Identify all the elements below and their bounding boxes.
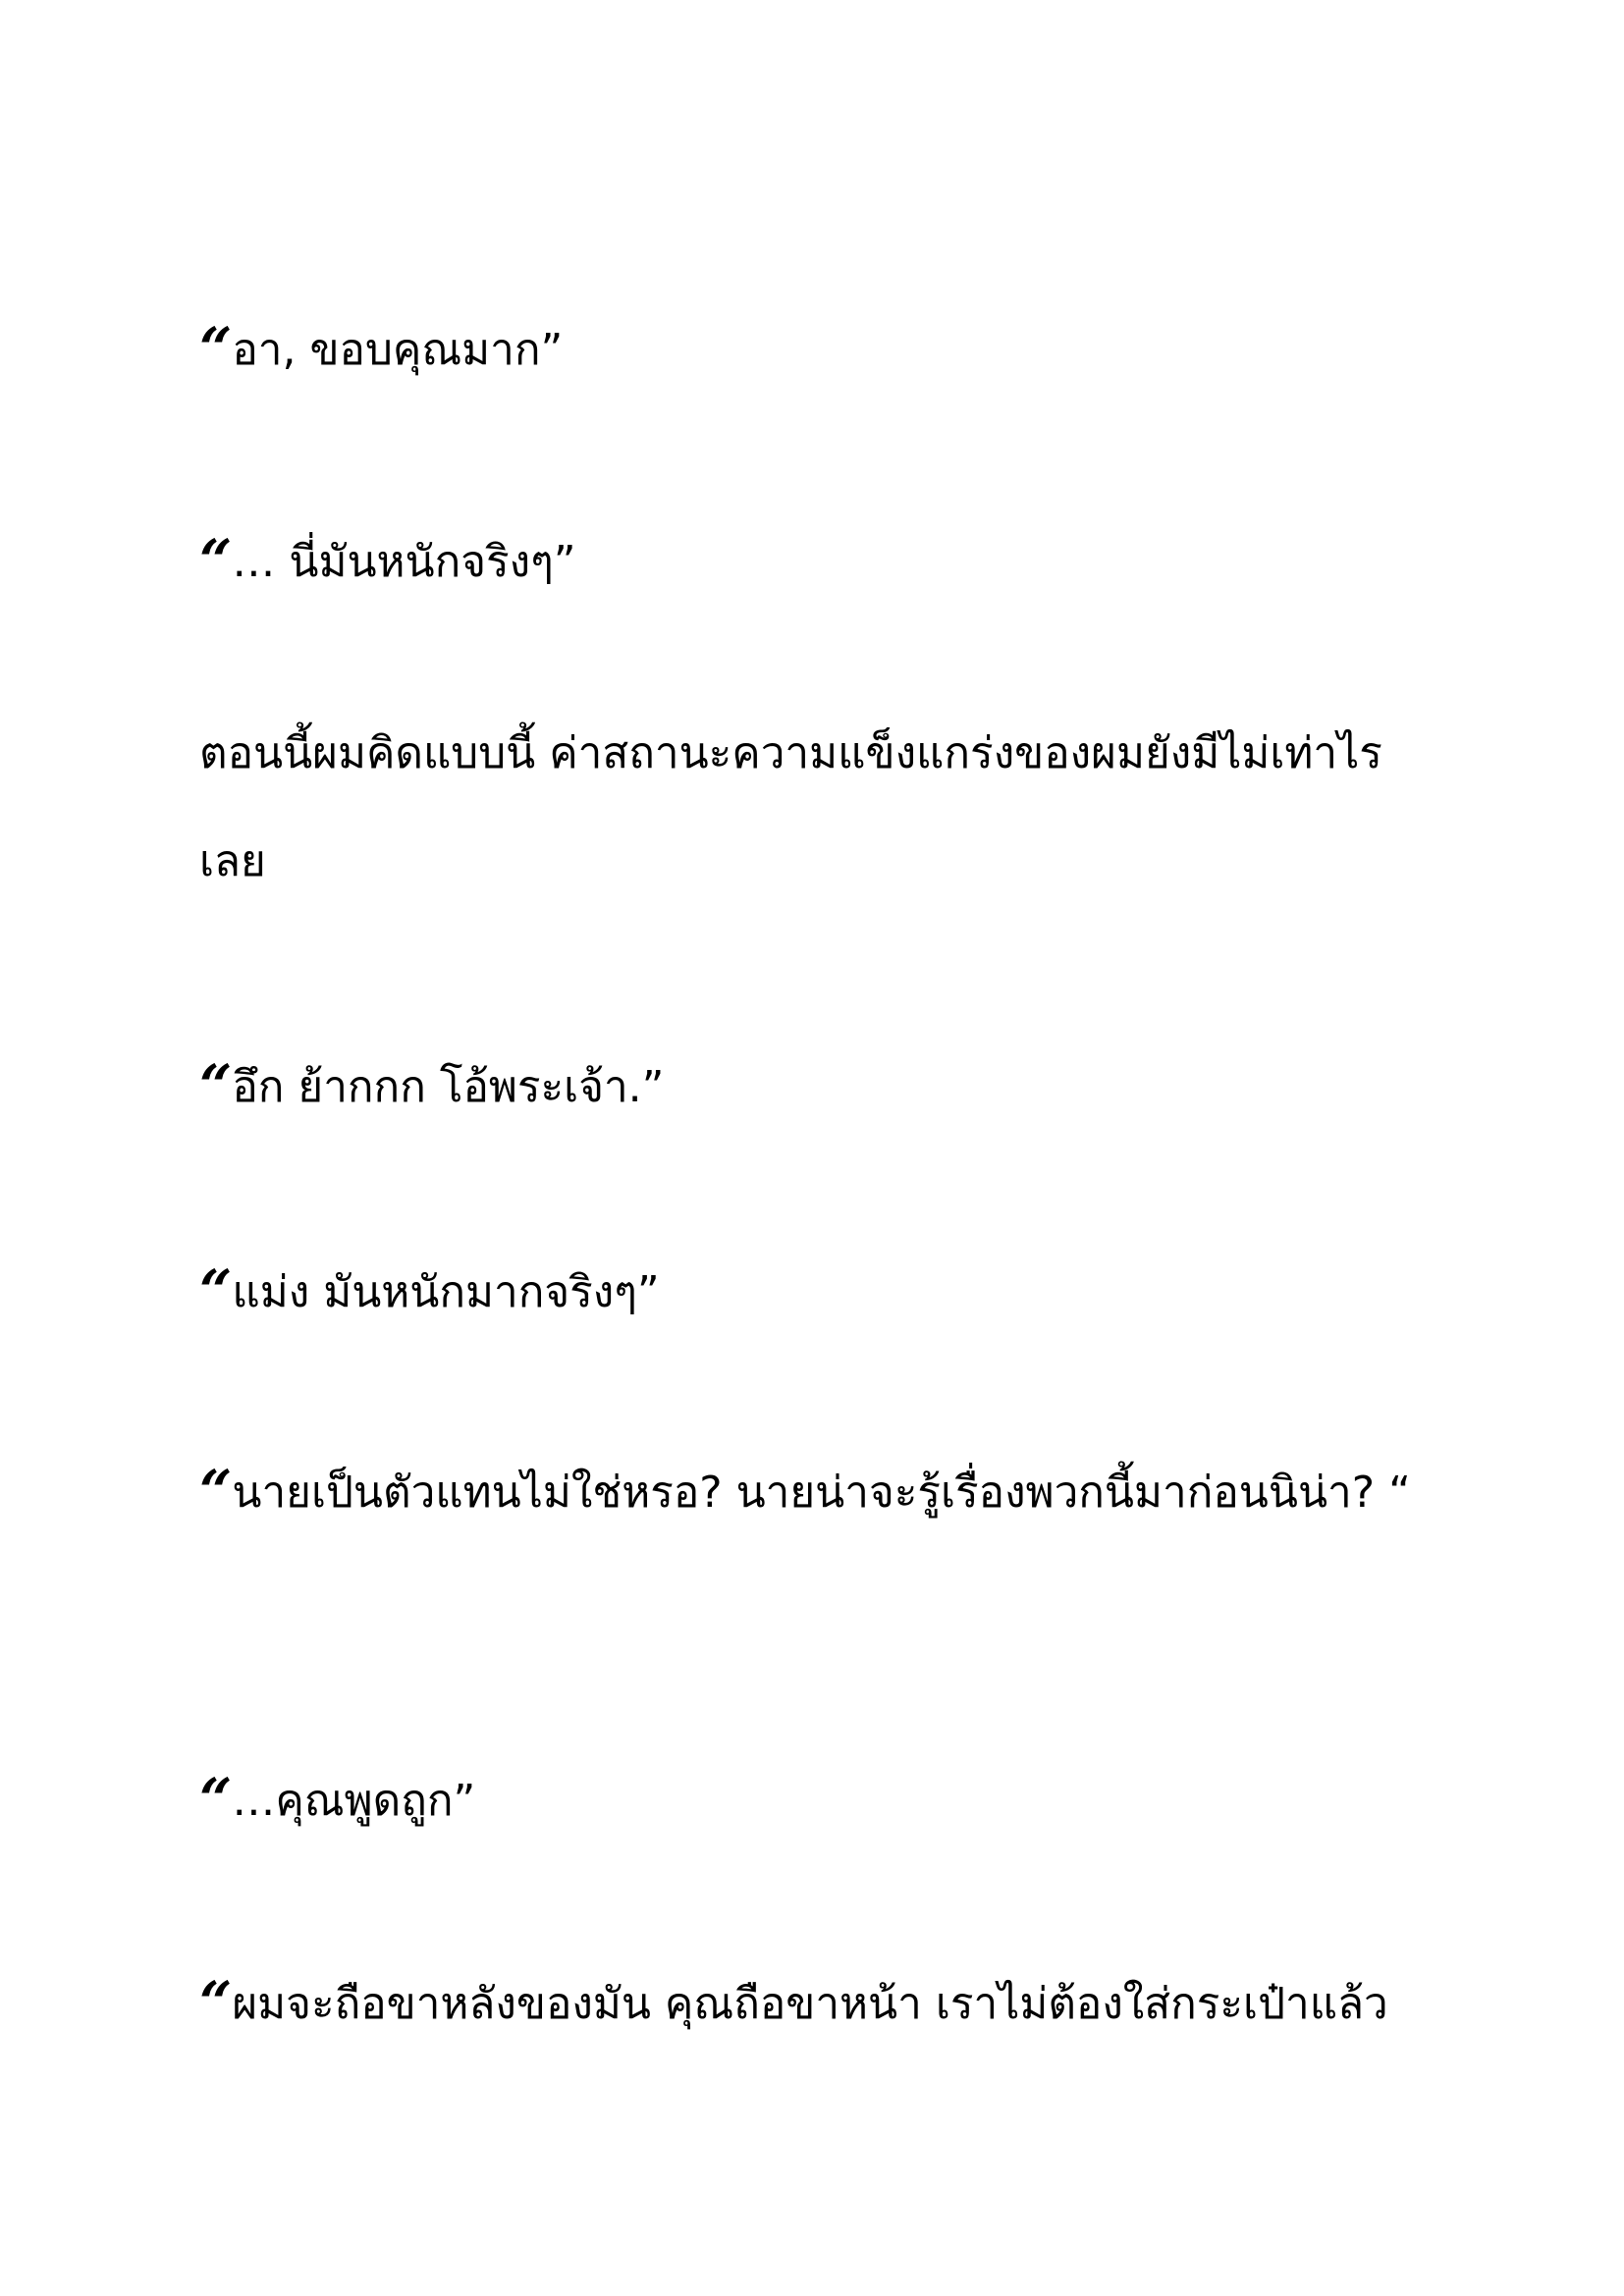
narration-paragraph xyxy=(199,698,1436,916)
dialogue-line-2 xyxy=(199,507,1436,616)
paragraph-text: อึก ย้ากกก โอ้พระเจ้า.” xyxy=(232,1062,665,1112)
open-quote-mark: “ xyxy=(199,527,233,594)
paragraph-text: แม่ง มันหนักมากจริงๆ” xyxy=(232,1267,660,1317)
open-quote-mark: “ xyxy=(199,1458,233,1524)
open-quote-mark: “ xyxy=(199,1766,233,1833)
paragraph-text: … นี่มันหนักจริงๆ” xyxy=(232,537,576,587)
dialogue-line-6 xyxy=(199,1745,1436,1855)
open-quote-mark: “ xyxy=(199,1969,233,2036)
open-quote-mark: “ xyxy=(199,315,233,382)
paragraph-text: ตอนนี้ผมคิดแบบนี้ ค่าสถานะความแข็งแกร่งของผมยังมีไม่เท่าไรเลย xyxy=(199,728,1382,886)
dialogue-line-3 xyxy=(199,1032,1436,1142)
dialogue-line-5 xyxy=(199,1437,1436,1547)
open-quote-mark: “ xyxy=(199,1052,233,1119)
dialogue-line-1 xyxy=(199,294,1436,404)
dialogue-line-4 xyxy=(199,1237,1436,1347)
open-quote-mark: “ xyxy=(199,1257,233,1324)
paragraph-text: นายเป็นตัวแทนไม่ใช่หรอ? นายน่าจะรู้เรื่องพวกนี้มาก่อนนิน่า? “ xyxy=(232,1468,1411,1518)
dialogue-line-7 xyxy=(199,1949,1436,2058)
paragraph-text: …คุณพูดถูก” xyxy=(232,1776,476,1826)
paragraph-text: ผมจะถือขาหลังของมัน คุณถือขาหน้า เราไม่ต้องใส่กระเป๋าแล้ว xyxy=(232,1979,1388,2029)
paragraph-text: อา, ขอบคุณมาก” xyxy=(232,325,564,375)
